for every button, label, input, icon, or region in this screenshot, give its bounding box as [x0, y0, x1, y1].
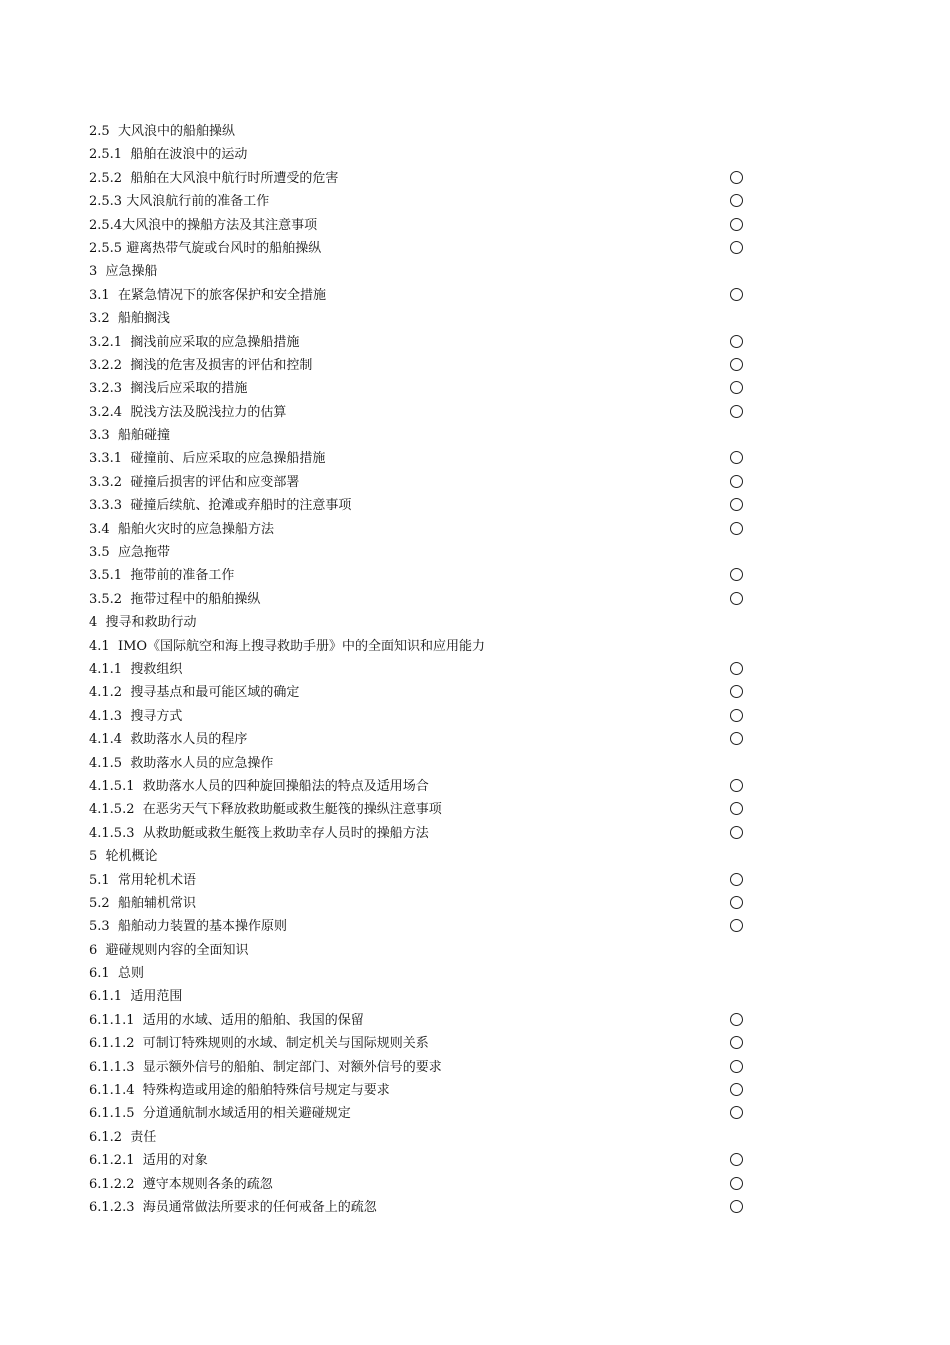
outline-item-text: 2.5.3 大风浪航行前的准备工作: [89, 194, 270, 210]
outline-item-text: 5 轮机概论: [89, 849, 158, 865]
outline-item: [89, 424, 759, 447]
circle-outline-icon: [730, 685, 743, 698]
outline-item: [89, 822, 759, 845]
circle-outline-icon: [730, 218, 743, 231]
outline-item: [89, 635, 759, 658]
outline-item-text: 4.1 IMO《国际航空和海上搜寻救助手册》中的全面知识和应用能力: [89, 638, 486, 654]
circle-outline-icon: [730, 592, 743, 605]
outline-item-text: 6.1 总则: [89, 966, 144, 982]
circle-outline-icon: [730, 1200, 743, 1213]
outline-item: [89, 845, 759, 868]
outline-item: [89, 331, 759, 354]
outline-item: [89, 541, 759, 564]
outline-item-text: 6.1.2 责任: [89, 1129, 157, 1145]
circle-outline-icon: [730, 873, 743, 886]
outline-item-text: 3.2.4 脱浅方法及脱浅拉力的估算: [89, 404, 287, 420]
outline-item: [89, 962, 759, 985]
outline-item: [89, 447, 759, 470]
circle-outline-icon: [730, 522, 743, 535]
circle-outline-icon: [730, 194, 743, 207]
outline-item: [89, 1149, 759, 1172]
circle-outline-icon: [730, 171, 743, 184]
outline-item-text: 5.2 船舶辅机常识: [89, 895, 196, 911]
circle-outline-icon: [730, 1013, 743, 1026]
outline-item-text: 3.1 在紧急情况下的旅客保护和安全措施: [89, 287, 326, 303]
outline-item: [89, 564, 759, 587]
outline-item-text: 4.1.2 搜寻基点和最可能区域的确定: [89, 685, 300, 701]
outline-item-text: 6.1.2.3 海员通常做法所要求的任何戒备上的疏忽: [89, 1199, 377, 1215]
outline-item: [89, 1079, 759, 1102]
outline-item: [89, 1032, 759, 1055]
circle-outline-icon: [730, 568, 743, 581]
outline-item-text: 3.2.2 搁浅的危害及损害的评估和控制: [89, 357, 313, 373]
outline-item: [89, 494, 759, 517]
outline-item-text: 4.1.1 搜救组织: [89, 661, 183, 677]
outline-item: [89, 401, 759, 424]
circle-outline-icon: [730, 802, 743, 815]
outline-item: [89, 307, 759, 330]
outline-item-text: 3.5.2 拖带过程中的船舶操纵: [89, 591, 261, 607]
outline-item: [89, 681, 759, 704]
circle-outline-icon: [730, 358, 743, 371]
outline-item-text: 3.2.1 搁浅前应采取的应急操船措施: [89, 334, 300, 350]
outline-item-text: 4.1.5.3 从救助艇或救生艇筏上救助幸存人员时的操船方法: [89, 825, 429, 841]
circle-outline-icon: [730, 896, 743, 909]
outline-item: [89, 752, 759, 775]
outline-item-text: 3.3.1 碰撞前、后应采取的应急操船措施: [89, 451, 326, 467]
outline-item-text: 6.1.1.2 可制订特殊规则的水域、制定机关与国际规则关系: [89, 1036, 429, 1052]
outline-item-text: 3.5 应急拖带: [89, 545, 170, 561]
outline-item-text: 4.1.5 救助落水人员的应急操作: [89, 755, 274, 771]
outline-item-text: 2.5.1 船舶在波浪中的运动: [89, 147, 248, 163]
outline-item-text: 3.2 船舶搁浅: [89, 311, 170, 327]
outline-item: [89, 471, 759, 494]
outline-item-text: 6.1.2.1 适用的对象: [89, 1153, 208, 1169]
outline-item: [89, 798, 759, 821]
circle-outline-icon: [730, 826, 743, 839]
circle-outline-icon: [730, 662, 743, 675]
outline-item-text: 6.1.1.5 分道通航制水域适用的相关避碰规定: [89, 1106, 351, 1122]
outline-item-text: 6.1.1.1 适用的水域、适用的船舶、我国的保留: [89, 1012, 364, 1028]
outline-item: [89, 705, 759, 728]
circle-outline-icon: [730, 498, 743, 511]
outline-item-text: 3.2.3 搁浅后应采取的措施: [89, 381, 248, 397]
circle-outline-icon: [730, 1060, 743, 1073]
circle-outline-icon: [730, 451, 743, 464]
outline-item: [89, 775, 759, 798]
circle-outline-icon: [730, 1177, 743, 1190]
circle-outline-icon: [730, 1036, 743, 1049]
outline-item: [89, 1126, 759, 1149]
outline-item: [89, 518, 759, 541]
outline-item-text: 6.1.1 适用范围: [89, 989, 183, 1005]
outline-item-text: 2.5 大风浪中的船舶操纵: [89, 124, 235, 139]
outline-item: [89, 1173, 759, 1196]
outline-item-text: 4.1.3 搜寻方式: [89, 708, 183, 724]
outline-item: [89, 354, 759, 377]
outline-item: [89, 1056, 759, 1079]
circle-outline-icon: [730, 732, 743, 745]
circle-outline-icon: [730, 335, 743, 348]
outline-item-text: 3.3.3 碰撞后续航、抢滩或弃船时的注意事项: [89, 498, 352, 514]
outline-item: [89, 284, 759, 307]
outline-item-text: 4.1.5.2 在恶劣天气下释放救助艇或救生艇筏的操纵注意事项: [89, 802, 442, 818]
outline-item-text: 3 应急操船: [89, 264, 158, 280]
outline-item: [89, 658, 759, 681]
circle-outline-icon: [730, 1153, 743, 1166]
circle-outline-icon: [730, 779, 743, 792]
outline-item: [89, 143, 759, 166]
outline-item: [89, 915, 759, 938]
outline-item: [89, 377, 759, 400]
outline-item: [89, 167, 759, 190]
circle-outline-icon: [730, 709, 743, 722]
outline-item-text: 4.1.5.1 救助落水人员的四种旋回操船法的特点及适用场合: [89, 778, 429, 794]
outline-item: [89, 588, 759, 611]
circle-outline-icon: [730, 288, 743, 301]
syllabus-outline: [89, 120, 759, 1219]
outline-item-text: 3.3.2 碰撞后损害的评估和应变部署: [89, 474, 300, 490]
outline-item-text: 3.3 船舶碰撞: [89, 428, 170, 444]
outline-item-text: 6 避碰规则内容的全面知识: [89, 942, 249, 958]
outline-item: [89, 611, 759, 634]
outline-item: [89, 728, 759, 751]
outline-item: [89, 237, 759, 260]
circle-outline-icon: [730, 1106, 743, 1119]
outline-item-text: 6.1.2.2 遵守本规则各条的疏忽: [89, 1176, 273, 1192]
outline-item: [89, 1102, 759, 1125]
outline-item-text: 2.5.5 避离热带气旋或台风时的船舶操纵: [89, 240, 322, 256]
circle-outline-icon: [730, 919, 743, 932]
outline-item: [89, 260, 759, 283]
outline-item-text: 3.5.1 拖带前的准备工作: [89, 568, 235, 584]
circle-outline-icon: [730, 405, 743, 418]
outline-item: [89, 1196, 759, 1219]
outline-item-text: 6.1.1.3 显示额外信号的船舶、制定部门、对额外信号的要求: [89, 1059, 442, 1075]
outline-item: [89, 1009, 759, 1032]
outline-item-text: 2.5.2 船舶在大风浪中航行时所遭受的危害: [89, 170, 339, 186]
outline-item: [89, 985, 759, 1008]
circle-outline-icon: [730, 381, 743, 394]
outline-item: [89, 190, 759, 213]
outline-item: [89, 214, 759, 237]
outline-item: [89, 892, 759, 915]
outline-item-text: 4.1.4 救助落水人员的程序: [89, 732, 248, 748]
outline-item: [89, 939, 759, 962]
outline-item-text: 5.3 船舶动力装置的基本操作原则: [89, 919, 287, 935]
outline-item: [89, 120, 759, 143]
outline-item-text: 3.4 船舶火灾时的应急操船方法: [89, 521, 274, 537]
outline-item-text: 2.5.4大风浪中的操船方法及其注意事项: [89, 217, 318, 233]
circle-outline-icon: [730, 241, 743, 254]
outline-item-text: 4 搜寻和救助行动: [89, 615, 197, 631]
outline-item-text: 5.1 常用轮机术语: [89, 872, 196, 888]
outline-item-text: 6.1.1.4 特殊构造或用途的船舶特殊信号规定与要求: [89, 1083, 390, 1099]
outline-item: [89, 869, 759, 892]
circle-outline-icon: [730, 475, 743, 488]
circle-outline-icon: [730, 1083, 743, 1096]
